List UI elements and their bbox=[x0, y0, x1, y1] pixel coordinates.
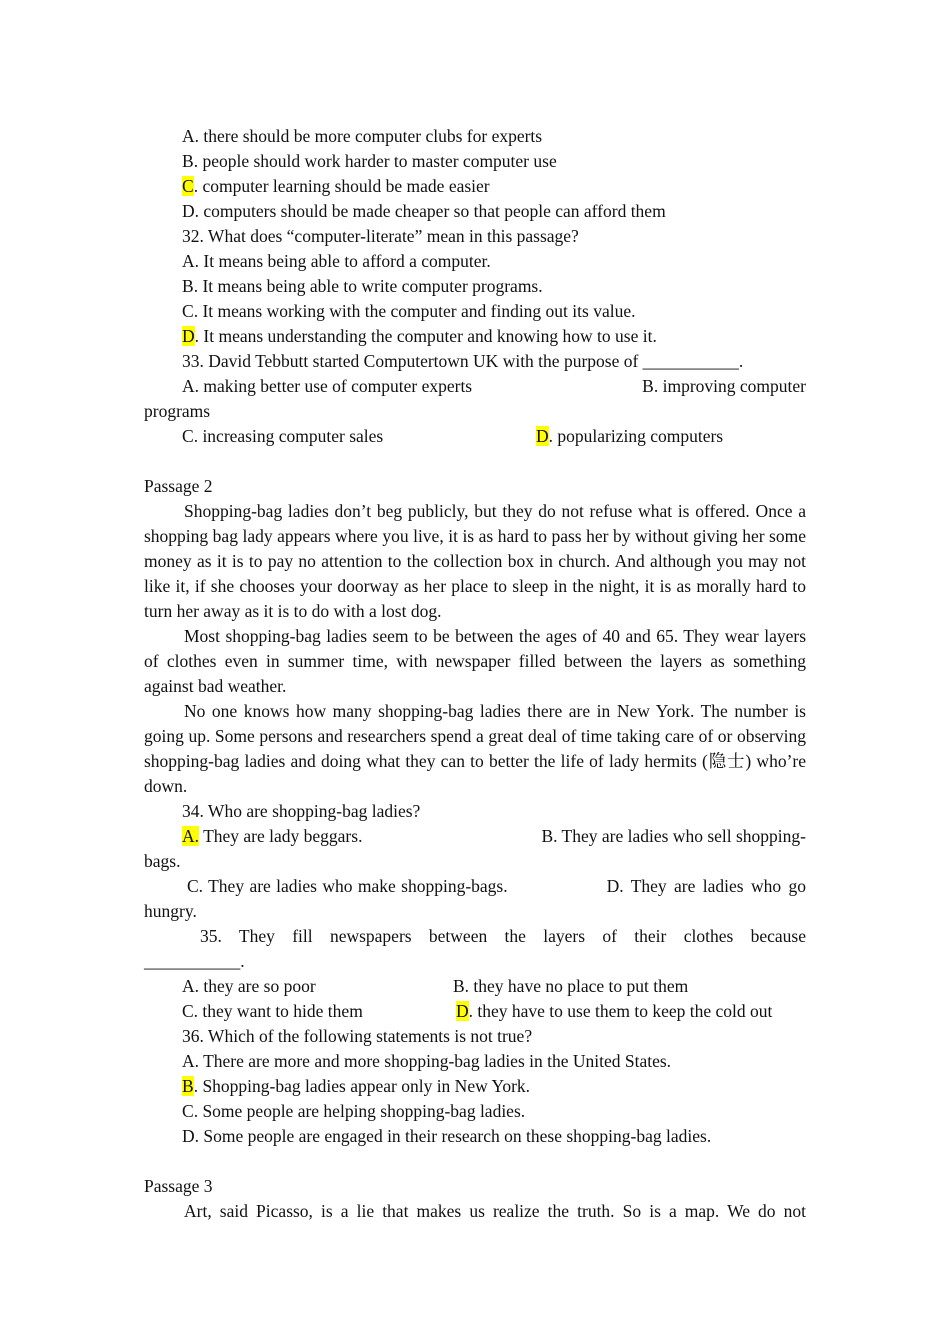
q33-options-ab bbox=[144, 374, 806, 399]
answer-highlight: D bbox=[182, 326, 195, 346]
spacer bbox=[144, 1149, 806, 1174]
q33-option-b-continued: programs bbox=[144, 401, 211, 421]
q32-question: 32. What does “computer-literate” mean in this passage? bbox=[182, 226, 579, 246]
q33-options-cd bbox=[144, 424, 806, 449]
answer-highlight: A. bbox=[182, 826, 200, 846]
q33-option-a: A. making better use of computer experts bbox=[182, 376, 473, 396]
q34-option-b-continued: bags. bbox=[144, 851, 181, 871]
q35-option-c: C. they want to hide them bbox=[182, 1001, 363, 1021]
passage-2-paragraph-1: Shopping-bag ladies don’t beg publicly, but they do not refuse what is offered. Once a shopping bag lady appears where you live, it is as hard to pass her by without giving her some money as it is to pay no attention to the collection box in church. And although you may not like it, if she chooses your doorway as her place to sleep in the night, it is as morally hard to turn her away as it is to do with a lost dog. bbox=[144, 501, 806, 621]
document-content bbox=[144, 124, 806, 1224]
q35-question-continued: ___________. bbox=[144, 951, 245, 971]
q35-options-ab bbox=[144, 974, 806, 999]
q36-option-b: B. Shopping-bag ladies appear only in New York. bbox=[182, 1076, 531, 1096]
q35-option-b: B. they have no place to put them bbox=[453, 976, 689, 996]
q35-option-a: A. they are so poor bbox=[182, 976, 316, 996]
q36-option-d: D. Some people are engaged in their research on these shopping-bag ladies. bbox=[182, 1126, 712, 1146]
q32-option-d: D. It means understanding the computer and knowing how to use it. bbox=[182, 326, 657, 346]
q35-options-cd bbox=[144, 999, 806, 1024]
q36-option-c: C. Some people are helping shopping-bag ladies. bbox=[182, 1101, 526, 1121]
answer-highlight: D bbox=[456, 1001, 469, 1021]
passage-2-paragraph-3: No one knows how many shopping-bag ladies there are in New York. The number is going up. Some persons and researchers spend a great deal of time taking care of or observing shopping-bag ladies and doing what they can to better the life of lady hermits (隐士) who’re down. bbox=[144, 701, 806, 796]
answer-highlight: C bbox=[182, 176, 194, 196]
passage-2-title: Passage 2 bbox=[144, 476, 213, 496]
answer-highlight: B bbox=[182, 1076, 194, 1096]
q36-option-a: A. There are more and more shopping-bag ladies in the United States. bbox=[182, 1051, 672, 1071]
q35-option-d: D. they have to use them to keep the cold out bbox=[456, 1001, 773, 1021]
q32-option-b: B. It means being able to write computer programs. bbox=[182, 276, 543, 296]
q34-options-ab bbox=[144, 824, 806, 849]
answer-highlight: D bbox=[536, 426, 549, 446]
q34-option-b: B. They are ladies who sell shopping- bbox=[541, 826, 806, 846]
q34-option-c: C. They are ladies who make shopping-bags. bbox=[187, 876, 508, 896]
q36-question: 36. Which of the following statements is not true? bbox=[182, 1026, 533, 1046]
passage-3-title: Passage 3 bbox=[144, 1176, 213, 1196]
passage-3-first-line: Art, said Picasso, is a lie that makes us realize the truth. So is a map. We do not bbox=[184, 1201, 806, 1221]
q34-question: 34. Who are shopping-bag ladies? bbox=[182, 801, 421, 821]
q31-option-b: B. people should work harder to master computer use bbox=[182, 151, 557, 171]
q31-option-d: D. computers should be made cheaper so that people can afford them bbox=[182, 201, 666, 221]
q31-option-a: A. there should be more computer clubs for experts bbox=[182, 126, 543, 146]
q33-option-b: B. improving computer bbox=[642, 376, 806, 396]
q34-option-d-continued: hungry. bbox=[144, 901, 197, 921]
q31-option-c: C. computer learning should be made easier bbox=[182, 176, 490, 196]
q35-question: 35. They fill newspapers between the layers of their clothes because bbox=[200, 926, 806, 946]
q33-question: 33. David Tebbutt started Computertown UK with the purpose of ___________. bbox=[182, 351, 744, 371]
q32-option-a: A. It means being able to afford a computer. bbox=[182, 251, 491, 271]
q34-options-cd bbox=[144, 874, 806, 899]
q33-option-c: C. increasing computer sales bbox=[182, 426, 384, 446]
q33-option-d: D. popularizing computers bbox=[536, 426, 724, 446]
q34-option-a: A. They are lady beggars. bbox=[182, 826, 363, 846]
q34-option-d: D. They are ladies who go bbox=[606, 876, 806, 896]
passage-2-paragraph-2: Most shopping-bag ladies seem to be between the ages of 40 and 65. They wear layers of clothes even in summer time, with newspaper filled between the layers as something against bad weather. bbox=[144, 626, 806, 696]
q32-option-c: C. It means working with the computer and finding out its value. bbox=[182, 301, 636, 321]
spacer bbox=[144, 449, 806, 474]
